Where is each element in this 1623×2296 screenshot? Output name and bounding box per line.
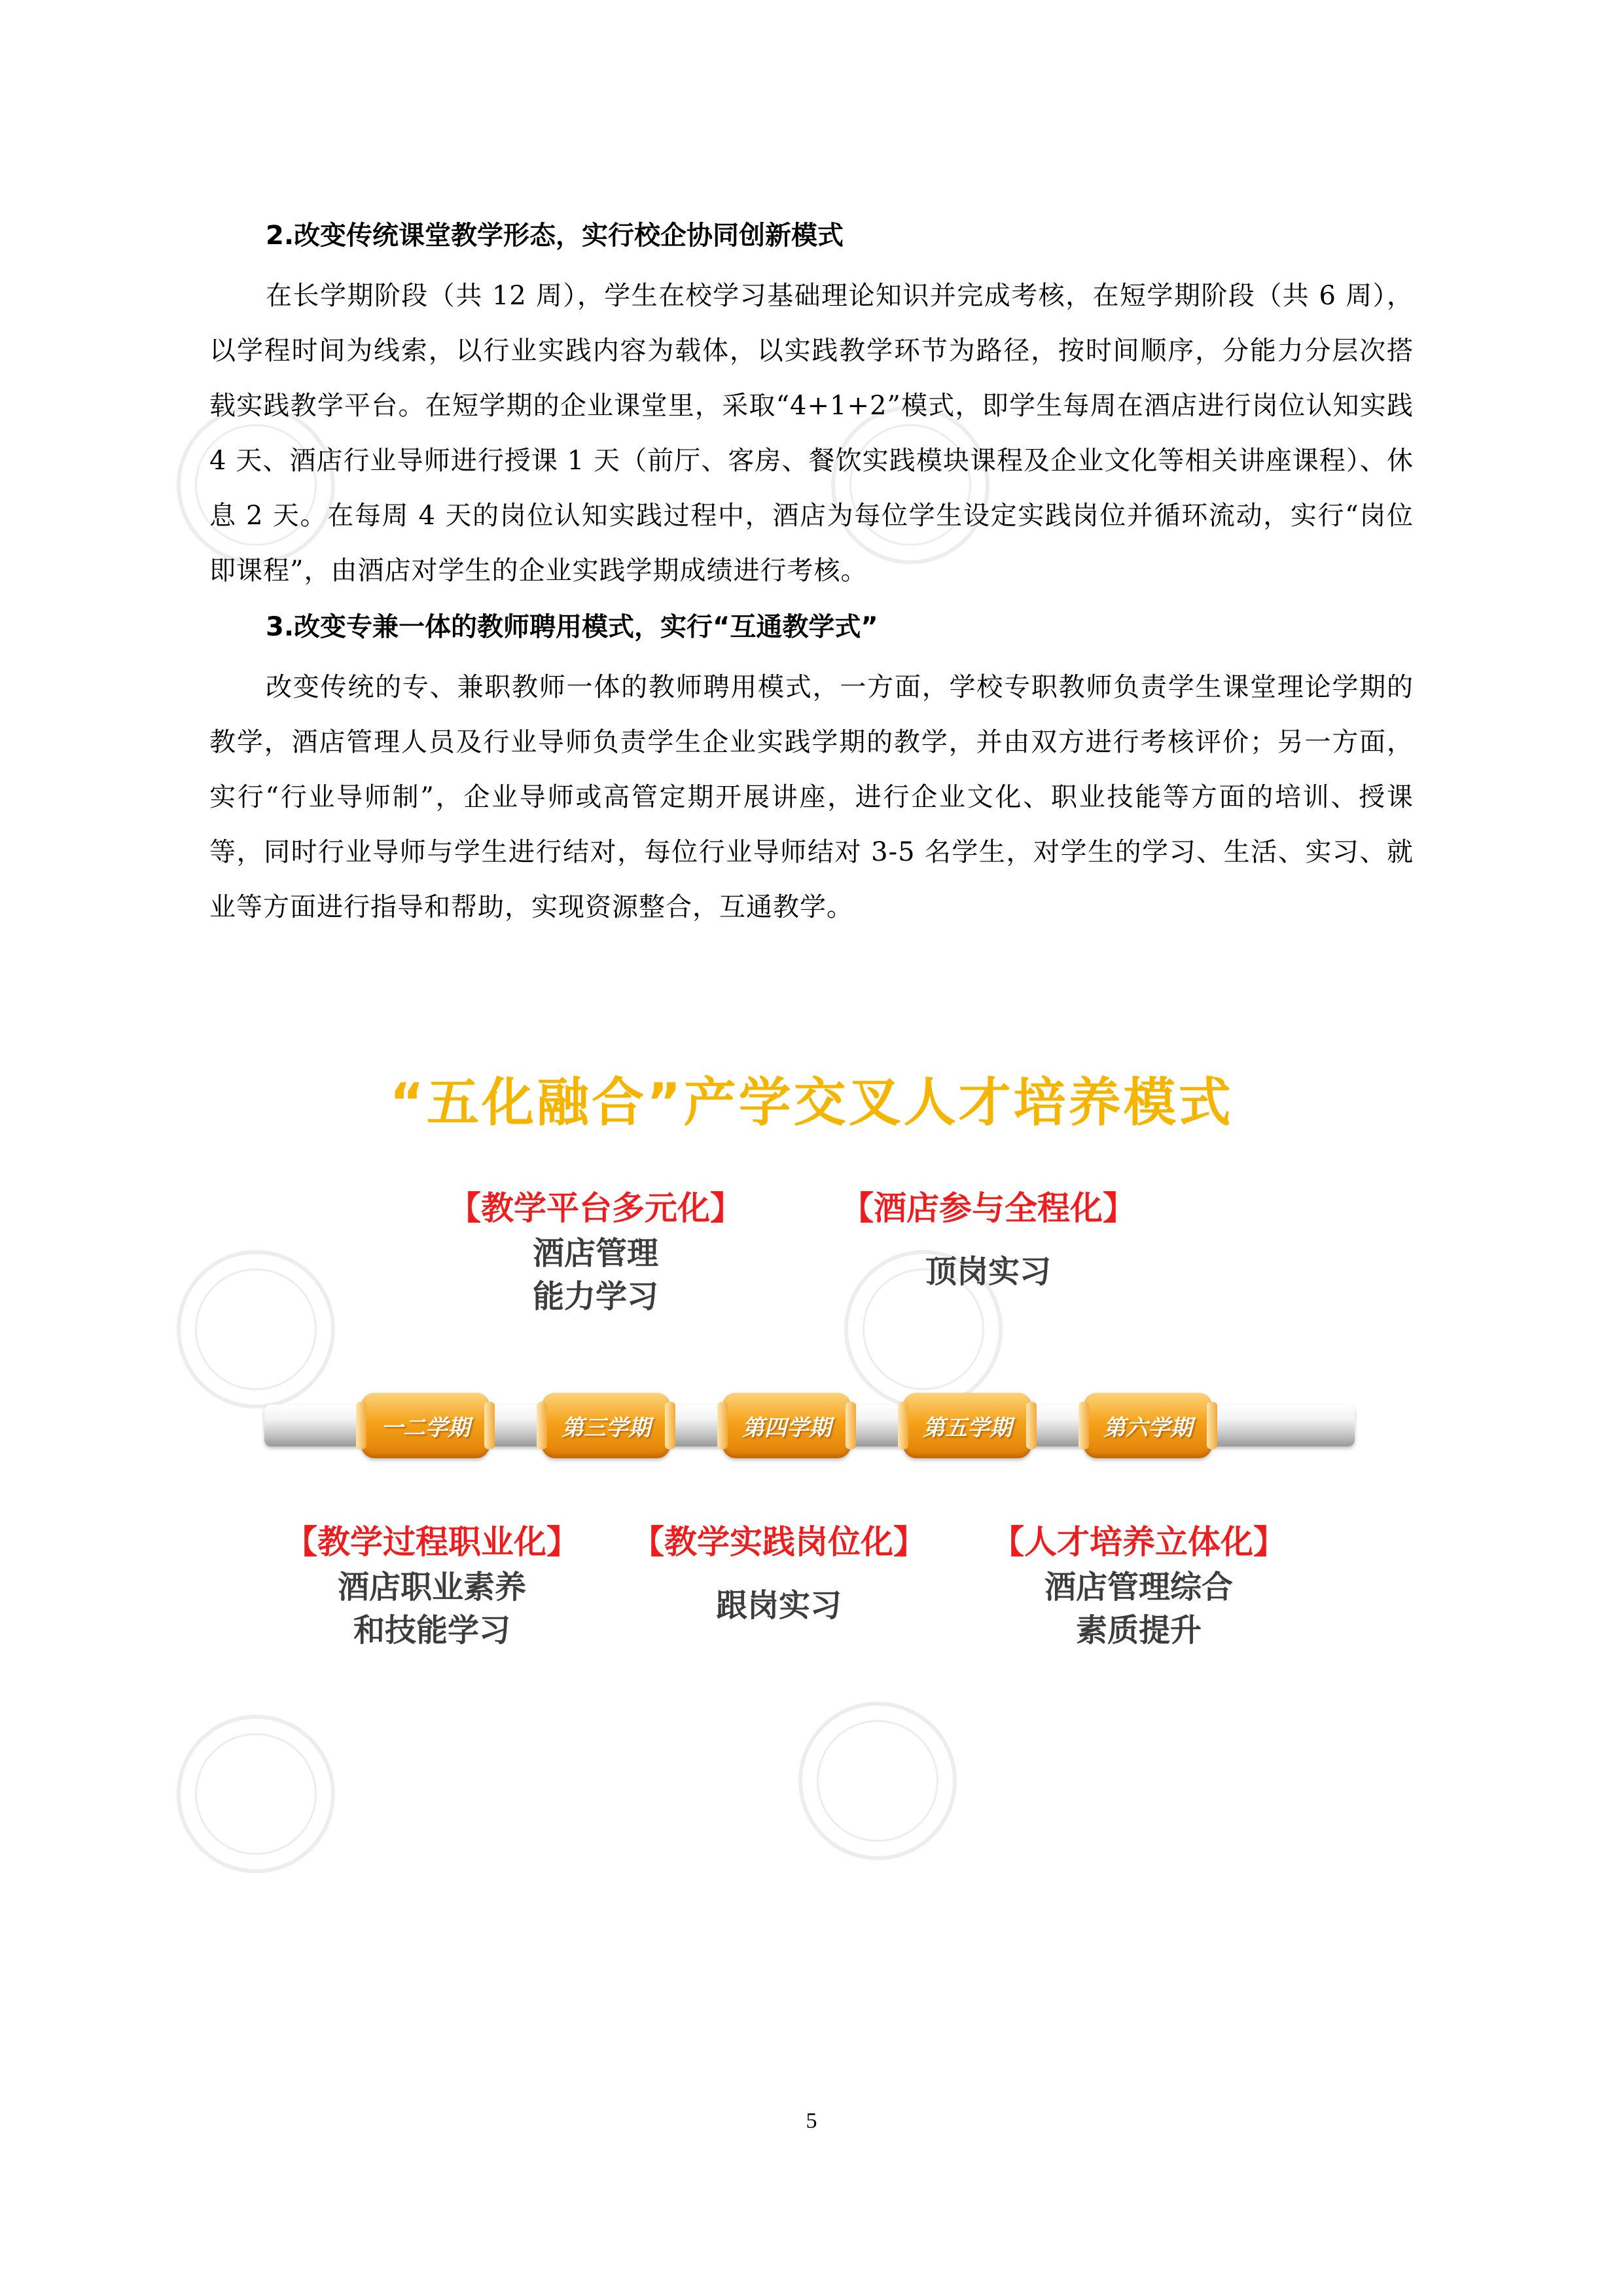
section-heading: 2.改变传统课堂教学形态，实行校企协同创新模式 bbox=[266, 221, 844, 251]
box-label: 【教学平台多元化】 bbox=[448, 1189, 743, 1227]
bottom-box bbox=[969, 1518, 1309, 1652]
section-paragraph: 在长学期阶段（共 12 周），学生在校学习基础理论知识并完成考核，在短学期阶段（共 6 周），以学程时间为线索，以行业实践内容为载体，以实践教学环节为路径，按时间顺序，分能力分层次搭载实践教学平台。在短学期的企业课堂里，采取“4+1+2”模式，即学生每周在酒店进行岗位认知实践 4 天、酒店行业导师进行授课 1 天（前厅、客房、餐饮实践模块课程及企业文化等相关讲座课程）、休息 2 天。在每周 4 天的岗位认知实践过程中，酒店为每位学生设定实践岗位并循环流动，实行“岗位即课程”，由酒店对学生的企业实践学期成绩进行考核。 bbox=[209, 281, 1414, 586]
box-description: 跟岗实习 bbox=[715, 1587, 842, 1624]
timeline-segment: 第三学期 bbox=[542, 1393, 670, 1458]
body-text bbox=[209, 216, 1414, 935]
box-description: 酒店职业素养 和技能学习 bbox=[337, 1569, 526, 1649]
page-number: 5 bbox=[806, 2109, 817, 2133]
bottom-box bbox=[262, 1518, 602, 1652]
section-heading: 3.改变专兼一体的教师聘用模式，实行“互通教学式” bbox=[266, 612, 878, 642]
timeline-segment: 第五学期 bbox=[903, 1393, 1031, 1458]
timeline-segment: 一二学期 bbox=[361, 1393, 490, 1458]
box-label: 【教学实践岗位化】 bbox=[632, 1523, 926, 1561]
bottom-box bbox=[609, 1518, 949, 1627]
section-paragraph: 改变传统的专、兼职教师一体的教师聘用模式，一方面，学校专职教师负责学生课堂理论学期的教学，酒店管理人员及行业导师负责学生企业实践学期的教学，并由双方进行考核评价；另一方面，实行“行业导师制”，企业导师或高管定期开展讲座，进行企业文化、职业技能等方面的培训、授课等，同时行业导师与学生进行结对，每位行业导师结对 3-5 名学生，对学生的学习、生活、实习、就业等方面进行指导和帮助，实现资源整合，互通教学。 bbox=[209, 672, 1414, 922]
box-label: 【酒店参与全程化】 bbox=[841, 1189, 1135, 1227]
diagram-title: “五化融合”产学交叉人才培养模式 bbox=[389, 1072, 1234, 1133]
box-description: 酒店管理 能力学习 bbox=[532, 1235, 658, 1315]
seal-icon bbox=[177, 1715, 335, 1873]
seal-icon bbox=[798, 1702, 957, 1860]
box-label: 【人才培养立体化】 bbox=[991, 1523, 1286, 1561]
box-description: 酒店管理综合 素质提升 bbox=[1044, 1569, 1233, 1649]
training-model-diagram bbox=[0, 1034, 1623, 1689]
watermark bbox=[785, 1662, 1243, 1859]
top-box bbox=[425, 1185, 766, 1318]
box-label: 【教学过程职业化】 bbox=[285, 1523, 579, 1561]
timeline-segment: 第六学期 bbox=[1084, 1393, 1212, 1458]
box-description: 顶岗实习 bbox=[925, 1253, 1051, 1290]
top-box bbox=[818, 1185, 1158, 1293]
timeline-segment: 第四学期 bbox=[722, 1393, 851, 1458]
watermark bbox=[164, 1676, 622, 1872]
